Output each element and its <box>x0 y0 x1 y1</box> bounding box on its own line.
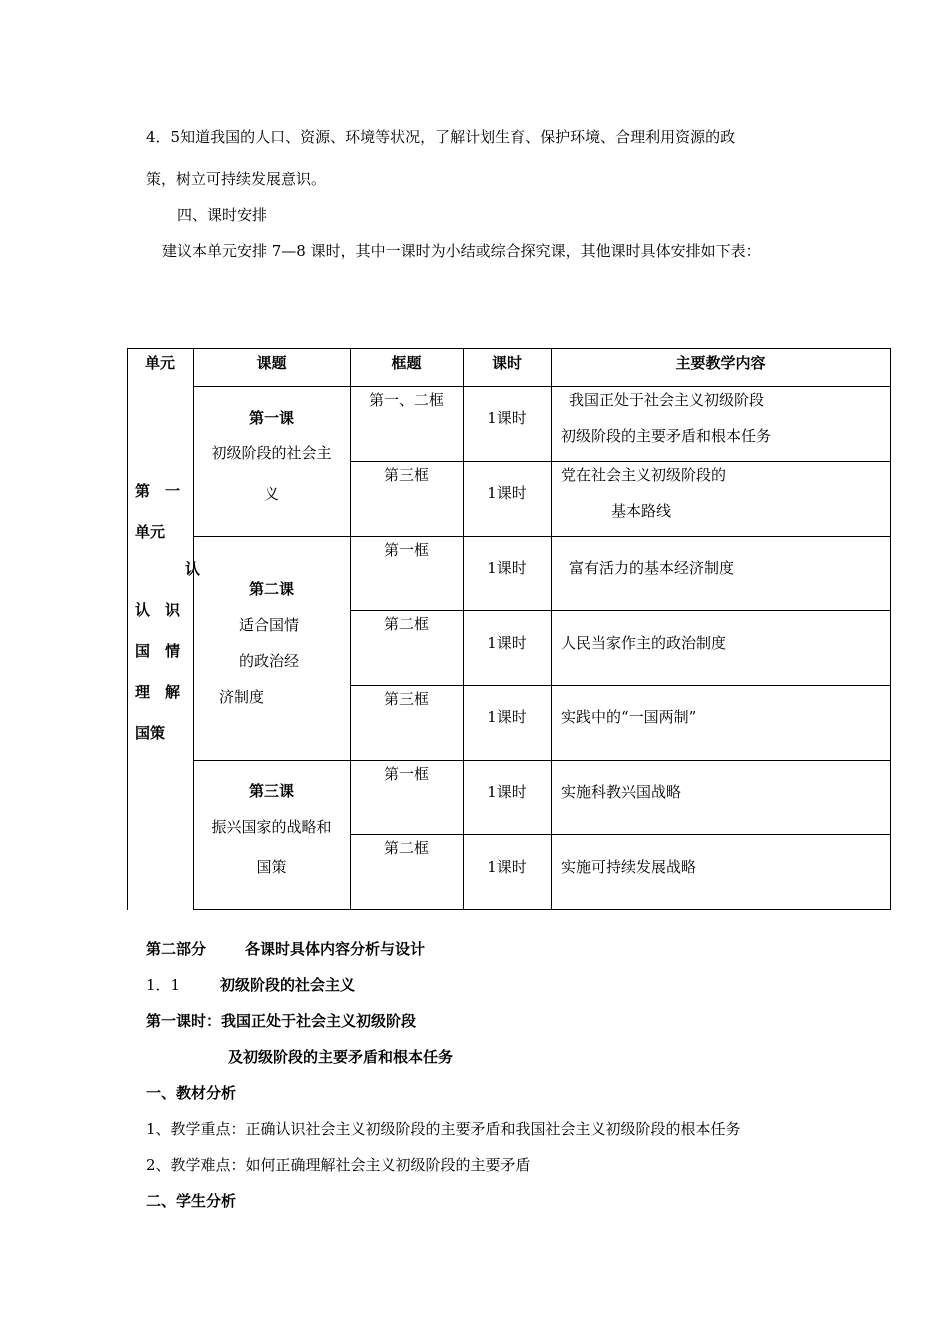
part2-heading-label: 第二部分 <box>146 940 207 958</box>
content-cell: 基本路线 <box>611 502 672 520</box>
frame-cell: 第三框 <box>383 690 429 708</box>
lesson-subtitle: 国策 <box>256 858 287 876</box>
intro-line-1: 4．5知道我国的人口、资源、环境等状况，了解计划生育、保护环境、合理利用资源的政 <box>146 128 736 146</box>
unit-label: 第 一 <box>135 482 181 500</box>
unit-label: 理 解 <box>135 683 181 701</box>
unit-label: 认 <box>185 560 201 578</box>
lesson1-heading-cont: 及初级阶段的主要矛盾和根本任务 <box>228 1048 454 1066</box>
hours-cell: 1课时 <box>487 559 527 577</box>
intro-line-2: 策，树立可持续发展意识。 <box>146 170 327 188</box>
frame-cell: 第二框 <box>383 839 429 857</box>
hours-cell: 1课时 <box>487 484 527 502</box>
unit-label: 单元 <box>135 523 166 541</box>
section-title: 初级阶段的社会主义 <box>220 976 356 994</box>
content-cell: 实施可持续发展战略 <box>561 858 697 876</box>
content-cell: 党在社会主义初级阶段的 <box>561 466 727 484</box>
lesson-subtitle: 义 <box>263 485 279 503</box>
hours-cell: 1课时 <box>487 858 527 876</box>
hours-cell: 1课时 <box>487 634 527 652</box>
header-hours: 课时 <box>491 354 522 372</box>
content-cell: 实施科教兴国战略 <box>561 783 682 801</box>
hours-cell: 1课时 <box>487 783 527 801</box>
unit-label: 国 情 <box>135 642 181 660</box>
header-unit: 单元 <box>144 354 175 372</box>
frame-cell: 第一、二框 <box>368 391 444 409</box>
hours-cell: 1课时 <box>487 708 527 726</box>
content-cell: 人民当家作主的政治制度 <box>561 634 727 652</box>
header-content: 主要教学内容 <box>675 354 766 372</box>
lesson1-heading: 第一课时：我国正处于社会主义初级阶段 <box>146 1012 417 1030</box>
heading-textbook-analysis: 一、教材分析 <box>146 1084 237 1102</box>
teaching-focus: 1、教学重点：正确认识社会主义初级阶段的主要矛盾和我国社会主义初级阶段的根本任务 <box>146 1120 741 1138</box>
schedule-note: 建议本单元安排 7—8 课时，其中一课时为小结或综合探究课，其他课时具体安排如下表： <box>162 242 761 260</box>
frame-cell: 第二框 <box>383 615 429 633</box>
lesson-title: 第三课 <box>248 782 294 800</box>
frame-cell: 第三框 <box>383 466 429 484</box>
lesson-subtitle: 适合国情 <box>239 616 300 634</box>
section-number: 1．1 <box>146 976 181 994</box>
lesson-title: 第一课 <box>248 409 294 427</box>
unit-label: 国策 <box>135 724 166 742</box>
frame-cell: 第一框 <box>383 541 429 559</box>
lesson-subtitle: 振兴国家的战略和 <box>211 818 332 836</box>
content-cell: 我国正处于社会主义初级阶段 <box>569 391 765 409</box>
hours-cell: 1课时 <box>487 409 527 427</box>
lesson-subtitle: 的政治经 <box>239 652 300 670</box>
header-frame: 框题 <box>391 354 422 372</box>
content-cell: 富有活力的基本经济制度 <box>569 559 735 577</box>
teaching-difficulty: 2、教学难点：如何正确理解社会主义初级阶段的主要矛盾 <box>146 1156 531 1174</box>
lesson-subtitle: 初级阶段的社会主 <box>211 444 332 462</box>
lesson-subtitle: 济制度 <box>219 688 265 706</box>
heading-student-analysis: 二、学生分析 <box>146 1192 237 1210</box>
section-schedule-heading: 四、课时安排 <box>177 206 268 224</box>
content-cell: 实践中的“一国两制” <box>561 708 697 726</box>
header-topic: 课题 <box>256 354 287 372</box>
frame-cell: 第一框 <box>383 765 429 783</box>
part2-heading-title: 各课时具体内容分析与设计 <box>245 940 426 958</box>
content-cell: 初级阶段的主要矛盾和根本任务 <box>561 427 772 445</box>
unit-label: 认 识 <box>135 601 181 619</box>
lesson-title: 第二课 <box>248 580 294 598</box>
